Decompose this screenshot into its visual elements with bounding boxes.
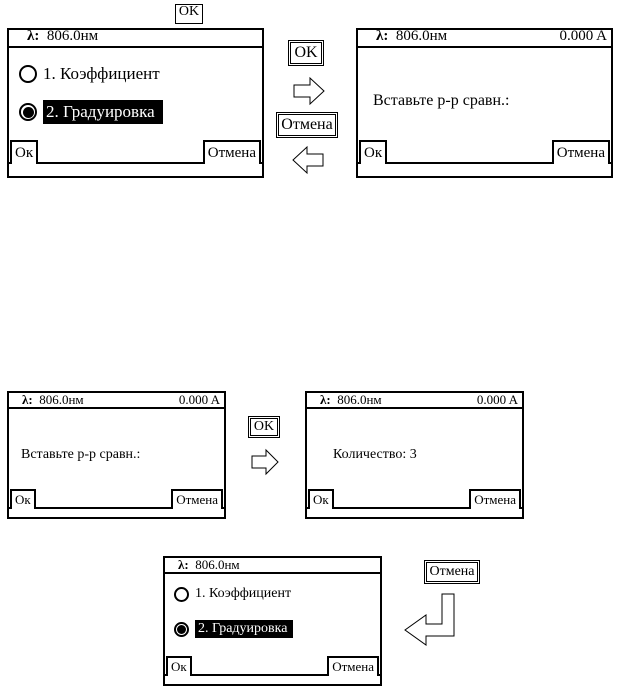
screen-menu-2 [163,556,382,686]
lambda-symbol: λ: [376,28,389,44]
current-value: 0.000 A [476,392,518,407]
screen-header [9,393,224,409]
current-value: 0.000 A [178,392,220,407]
lambda-symbol: λ: [27,28,40,44]
screen-header [9,30,262,48]
wavelength-readout [320,392,382,408]
insert-sample-message: Вставьте р-р сравн.: [21,447,141,462]
screen-header [358,30,611,48]
ok-key-label: OK [248,416,280,438]
wavelength-value: 806.0нм [39,392,84,407]
wavelength-readout [376,28,447,45]
wavelength-value: 806.0нм [395,28,448,44]
screen-header [165,558,380,574]
arrow-right-icon [250,448,280,476]
screen-insert-sample-2 [7,391,226,519]
lambda-symbol: λ: [320,392,331,407]
menu-option-coefficient[interactable] [174,586,291,602]
ok-button[interactable]: Ок [166,656,192,676]
menu-option-coefficient[interactable] [19,64,160,84]
arrow-right-icon [292,76,326,106]
ok-key-label: OK [288,40,324,66]
wavelength-readout [27,28,98,45]
ok-button[interactable]: Ок [10,140,38,164]
lambda-symbol: λ: [22,392,33,407]
menu-option-label: 2. Градуировка [43,100,163,124]
cancel-key-label: Отмена [424,560,480,584]
screen-footer [358,162,611,176]
arrow-return-left-icon [402,592,460,648]
wavelength-readout [178,557,240,573]
cancel-key-label: Отмена [276,112,338,138]
menu-option-label: 1. Коэффициент [43,64,160,83]
menu-option-label: 1. Коэффициент [195,586,292,601]
radio-empty-icon [19,65,37,83]
screen-insert-sample-1 [356,28,613,178]
cancel-button[interactable]: Отмена [469,489,521,509]
wavelength-value: 806.0нм [337,392,382,407]
screen-footer [9,162,262,176]
cancel-button[interactable]: Отмена [552,140,610,164]
screen-quantity [305,391,524,519]
radio-selected-icon [174,622,189,637]
cancel-button[interactable]: Отмена [327,656,379,676]
ok-key-label-top: OK [175,4,203,24]
lambda-symbol: λ: [178,557,189,572]
screen-menu-1 [7,28,264,178]
wavelength-value: 806.0нм [46,28,99,44]
menu-option-calibration[interactable] [19,100,163,124]
radio-empty-icon [174,587,189,602]
arrow-left-icon [291,145,325,175]
cancel-button[interactable]: Отмена [171,489,223,509]
insert-sample-message: Вставьте р-р сравн.: [373,92,510,109]
cancel-button[interactable]: Отмена [203,140,261,164]
menu-option-label: 2. Градуировка [195,620,293,638]
screen-header [307,393,522,409]
quantity-message: Количество: 3 [333,447,417,462]
radio-selected-icon [19,103,37,121]
current-value: 0.000 A [559,28,607,44]
ok-button[interactable]: Ок [359,140,387,164]
ok-button[interactable]: Ок [10,489,36,509]
menu-option-calibration[interactable] [174,620,293,638]
wavelength-value: 806.0нм [195,557,240,572]
wavelength-readout [22,392,84,408]
ok-button[interactable]: Ок [308,489,334,509]
